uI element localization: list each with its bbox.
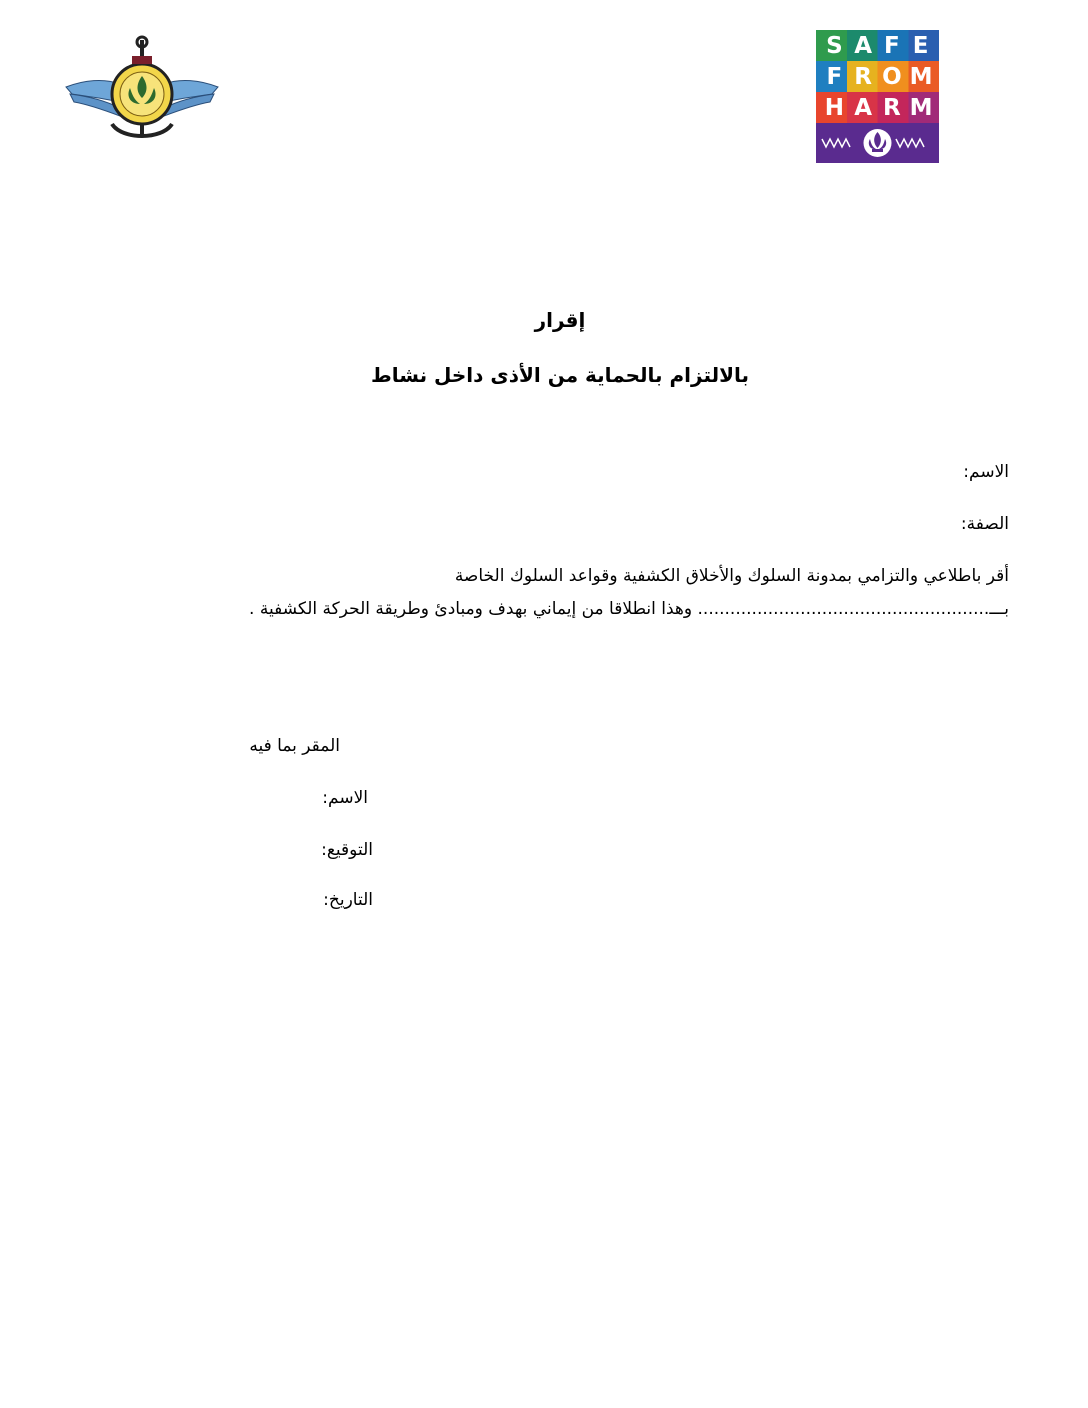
logo-letter: O xyxy=(882,63,902,90)
document-subtitle: بالالتزام بالحماية من الأذى داخل نشاط xyxy=(370,363,750,387)
logo-letter: S xyxy=(826,32,843,59)
logo-letter: H xyxy=(824,94,844,121)
logo-letter: A xyxy=(854,32,873,59)
logo-letter: E xyxy=(912,32,929,59)
logo-letter: M xyxy=(909,94,933,121)
declaration-line-2: بـــ...................................................... وهذا انطلاقا من إيماني بهدف ومبادئ وطريقة الحركة الكشفية . xyxy=(249,599,1009,619)
safe-from-harm-logo xyxy=(816,30,939,163)
logo-letter: R xyxy=(883,94,901,121)
name-field-label: الاسم: xyxy=(963,462,1009,482)
signature-heading: المقر بما فيه xyxy=(249,736,340,756)
logo-letter: M xyxy=(909,63,933,90)
logo-row-safe xyxy=(816,30,939,61)
fleur-de-lis-icon xyxy=(816,123,939,163)
signature-label: التوقيع: xyxy=(321,840,373,860)
role-field-label: الصفة: xyxy=(960,514,1009,534)
logo-letter: R xyxy=(854,63,872,90)
declaration-line-1: أقر باطلاعي والتزامي بمدونة السلوك والأخلاق الكشفية وقواعد السلوك الخاصة xyxy=(454,566,1009,586)
logo-letter: F xyxy=(884,32,900,59)
logo-letter: F xyxy=(826,63,843,90)
logo-row-from xyxy=(816,61,939,92)
signature-name-label: الاسم: xyxy=(322,788,368,808)
logo-row-harm xyxy=(816,92,939,123)
document-title: إقرار xyxy=(534,308,586,332)
logo-letter: A xyxy=(854,94,873,121)
date-label: التاريخ: xyxy=(323,890,373,910)
scout-emblem-icon xyxy=(64,32,220,144)
